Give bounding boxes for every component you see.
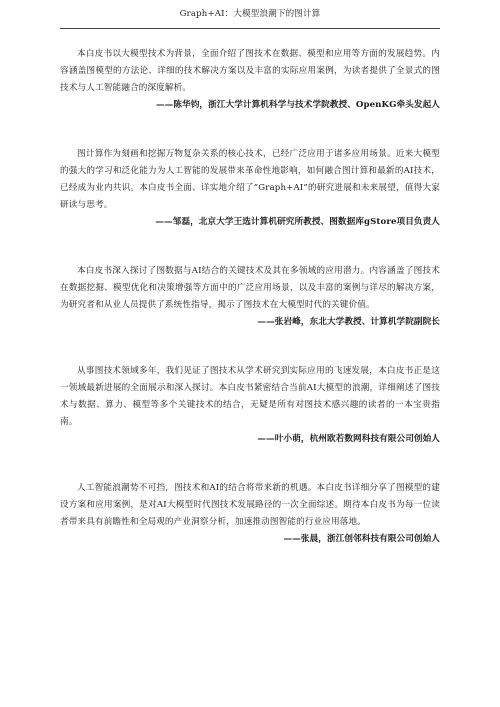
review-block [60, 146, 440, 231]
review-text: 人工智能浪潮势不可挡，图技术和AI的结合将带来新的机遇。本白皮书详细分享了图模型的建设方案和应用案例，是对AI大模型时代图技术发展路径的一次全面综述。期待本白皮书为每一位读者带来具有前瞻性和全局观的产业洞察分析，加速推动图智能的行业应用落地。 [60, 483, 440, 527]
review-text: 本白皮书以大模型技术为背景，全面介绍了图技术在数据、模型和应用等方面的发展趋势。内容涵盖图模型的方法论、详细的技术解决方案以及丰富的实际应用案例，为读者提供了全景式的图技术与人工智能融合的深度解析。 [60, 49, 440, 93]
review-block [60, 480, 440, 548]
page-header [60, 0, 440, 29]
review-block [60, 263, 440, 331]
section-gap [60, 448, 440, 480]
review-text: 图计算作为刻画和挖掘万物复杂关系的核心技术，已经广泛应用于诸多应用场景。近来大模型的强大的学习和泛化能力为人工智能的发展带来革命性地影响，如何融合图计算和最新的AI技术，已经成为业内共识。本白皮书全面、详实地介绍了“Graph+AI”的研究进展和未来展望，值得大家研读与思考。 [60, 149, 440, 210]
review-attribution: ——叶小萌，杭州欧若数网科技有限公司创始人 [257, 434, 440, 444]
section-gap [60, 231, 440, 263]
review-attribution: ——陈华钧，浙江大学计算机科学与技术学院教授、OpenKG牵头发起人 [155, 100, 440, 110]
review-attribution: ——邹磊，北京大学王选计算机研究所教授、图数据库gStore项目负责人 [155, 217, 440, 227]
review-block [60, 46, 440, 114]
review-attribution: ——张晨，浙江创邻科技有限公司创始人 [283, 534, 440, 544]
review-attribution: ——张岩峰，东北大学教授、计算机学院副院长 [257, 317, 440, 327]
review-text: 本白皮书深入探讨了图数据与AI结合的关键技术及其在多领域的应用潜力。内容涵盖了图技术在数据挖掘、模型优化和决策增强等方面中的广泛应用场景，以及丰富的案例与详尽的解决方案，为研究者和从业人员提供了系统性指导，揭示了图技术在大模型时代的关键价值。 [60, 266, 440, 310]
review-text: 从事图技术领域多年，我们见证了图技术从学术研究到实际应用的飞速发展，本白皮书正是这一领域最新进展的全面展示和深入探讨。本白皮书紧密结合当前AI大模型的浪潮，详细阐述了图技术与数据、算力、模型等多个关键技术的结合，无疑是所有对图技术感兴趣的读者的一本宝贵指南。 [60, 366, 440, 427]
section-gap [60, 114, 440, 146]
section-gap [60, 331, 440, 363]
review-block [60, 363, 440, 448]
reviews-section [60, 46, 440, 548]
header-title: Graph+AI：大模型浪潮下的图计算 [179, 9, 321, 19]
